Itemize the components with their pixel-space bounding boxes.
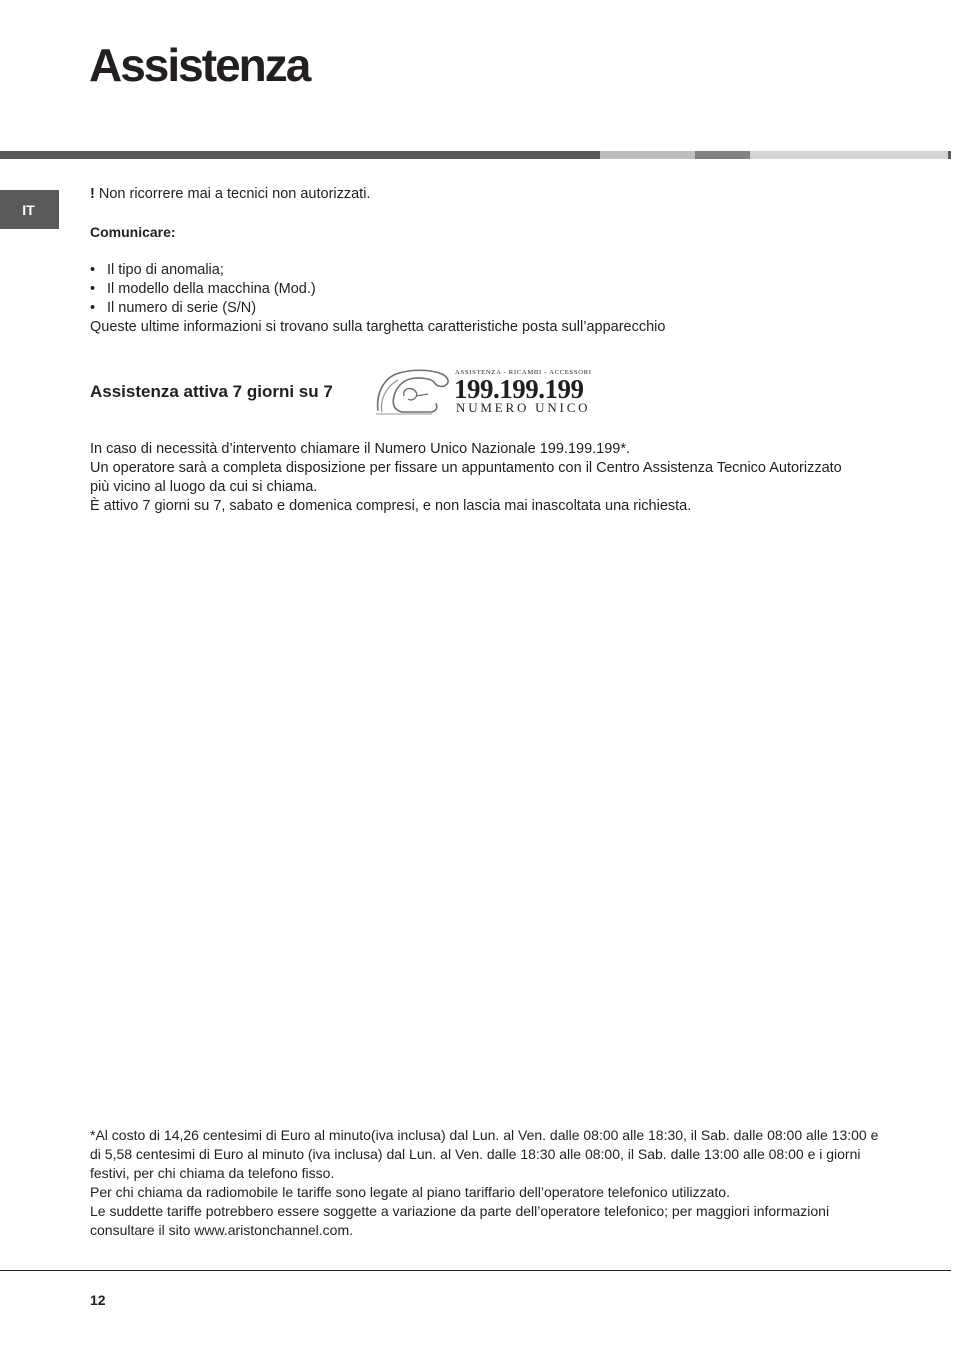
warning-note [90, 185, 370, 204]
warning-text: Non ricorrere mai a tecnici non autorizzati. [98, 186, 371, 202]
language-tab-label: IT [22, 201, 35, 218]
info-list [90, 261, 316, 318]
page-number: 12 [90, 1292, 106, 1308]
telephone-icon [372, 366, 454, 418]
footer-divider [0, 1270, 951, 1271]
divider-segment [0, 151, 600, 159]
logo-caption: NUMERO UNICO [456, 400, 591, 415]
footnote-line: Le suddette tariffe potrebbero essere soggette a variazione da parte dell’operatore telefonico; per maggiori informazioni consultare il sito www.aristonchannel.com. [90, 1203, 830, 1238]
divider-segment [695, 151, 750, 159]
paragraph: Un operatore sarà a completa disposizione per fissare un appuntamento con il Centro Assistenza Tecnico Autorizzato più vicino al luogo da cui si chiama. [90, 460, 842, 495]
footnote-line: Per chi chiama da radiomobile le tariffe sono legate al piano tariffario dell’operatore telefonico utilizzato. [90, 1184, 730, 1200]
warning-mark: ! [90, 186, 95, 202]
list-item: • Il modello della macchina (Mod.) [90, 280, 316, 299]
numero-unico-logo [372, 366, 612, 418]
divider-segment [948, 151, 951, 159]
list-item: • Il numero di serie (S/N) [90, 299, 316, 318]
divider-segment [600, 151, 695, 159]
tariff-footnote [90, 1126, 890, 1240]
service-description [90, 440, 850, 516]
footnote-line: *Al costo di 14,26 centesimi di Euro al minuto(iva inclusa) dal Lun. al Ven. dalle 08:00 alle 18:30, il Sab. dalle 08:00 alle 13:00 e di 5,58 centesimi di Euro al minuto (iva inclusa) dal Lun. al Ven. dalle 18:30 alle 08:00, il Sab. dalle 13:00 alle 08:00 e i giorni festivi, per chi chiama da telefono fisso. [90, 1127, 879, 1181]
section-heading: Assistenza attiva 7 giorni su 7 [90, 382, 333, 401]
language-tab [0, 190, 59, 229]
page-title: Assistenza [89, 39, 310, 91]
plate-note: Queste ultime informazioni si trovano sulla targhetta caratteristiche posta sull’apparecchio [90, 319, 666, 335]
divider-segment [750, 151, 948, 159]
logo-phone-number: 199.199.199 [454, 374, 584, 404]
paragraph: È attivo 7 giorni su 7, sabato e domenica compresi, e non lascia mai inascoltata una richiesta. [90, 498, 692, 514]
logo-tagline: ASSISTENZA - RICAMBI - ACCESSORI [455, 369, 592, 376]
paragraph: In caso di necessità d’intervento chiamare il Numero Unico Nazionale 199.199.199*. [90, 441, 631, 457]
list-item: • Il tipo di anomalia; [90, 261, 316, 280]
communicate-heading: Comunicare: [90, 224, 176, 240]
